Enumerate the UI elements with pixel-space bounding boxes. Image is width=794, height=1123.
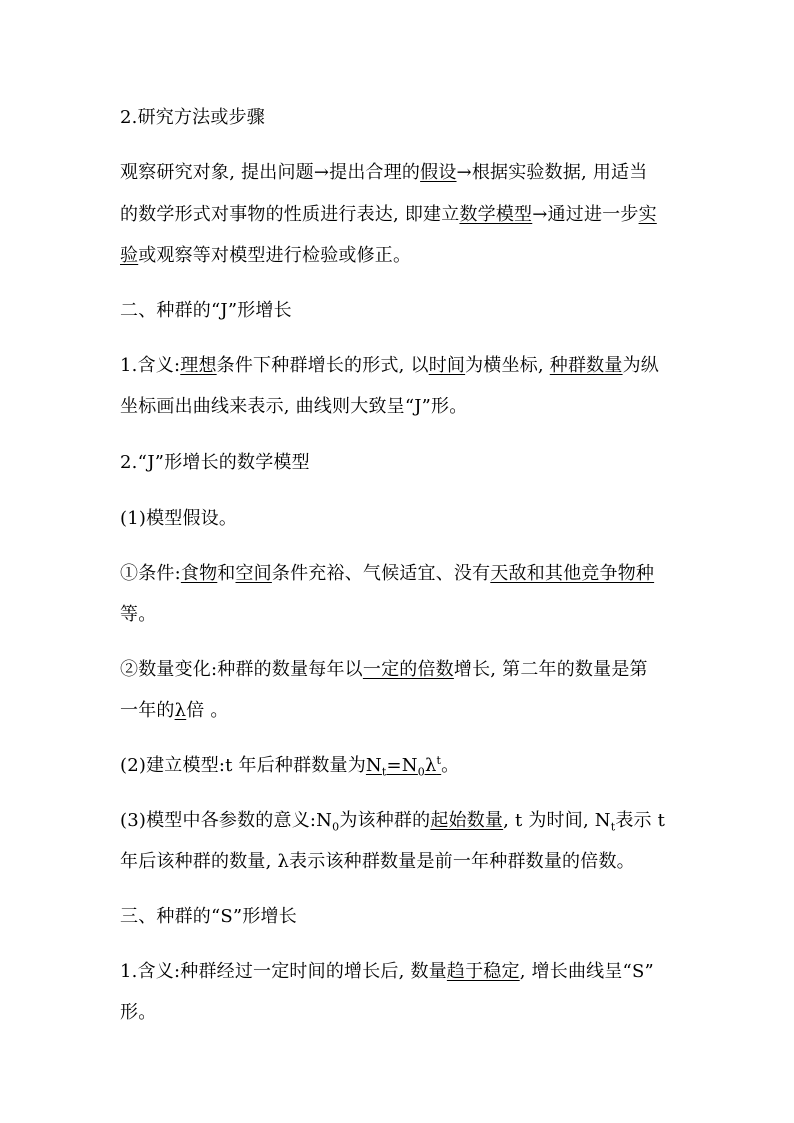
heading-s-growth: 三、种群的“S”形增长 xyxy=(120,906,297,927)
text-span: 一年的 xyxy=(120,700,175,721)
text-span: 和 xyxy=(217,563,236,584)
text-span: 1.含义:种群经过一定时间的增长后, 数量 xyxy=(120,961,447,982)
text-span: 1.含义: xyxy=(120,355,181,376)
text-span: 增长, 第二年的数量是第 xyxy=(453,659,648,680)
subscript: t xyxy=(610,820,616,834)
parameter-line-2: 年后该种群的数量, λ表示该种群数量是前一年种群数量的倍数。 xyxy=(120,851,635,872)
text-span: 为该种群的 xyxy=(339,810,431,831)
blank-answer: 实 xyxy=(638,204,657,225)
section-2-title: 2.研究方法或步骤 xyxy=(120,107,265,128)
formula-subscript-t: t xyxy=(381,765,387,779)
condition-line-1 xyxy=(120,562,654,586)
text-span: 或观察等对模型进行检验或修正。 xyxy=(138,245,412,266)
parameter-line-1 xyxy=(120,809,665,833)
text-span: 。 xyxy=(441,755,460,776)
text-span: 的数学形式对事物的性质进行表达, 即建立 xyxy=(120,204,460,225)
text-span: →根据实验数据, 用适当 xyxy=(456,162,648,183)
heading-j-growth: 二、种群的“J”形增长 xyxy=(120,300,292,321)
blank-answer: 数学模型 xyxy=(459,204,533,225)
text-span: 条件下种群增长的形式, 以 xyxy=(216,355,429,376)
text-span: 为纵 xyxy=(622,355,659,376)
blank-answer: 假设 xyxy=(420,162,457,183)
assumption-title: (1)模型假设。 xyxy=(120,508,238,529)
blank-answer: 空间 xyxy=(235,563,272,584)
blank-answer: 食物 xyxy=(180,563,218,584)
formula-lambda: λ xyxy=(424,755,437,776)
formula-n: N xyxy=(365,755,382,776)
text-span: 为横坐标, xyxy=(465,355,550,376)
blank-answer: 验 xyxy=(120,245,139,266)
blank-answer: 理想 xyxy=(180,355,217,376)
formula-subscript-0: 0 xyxy=(417,765,425,779)
subscript: 0 xyxy=(332,820,340,834)
condition-line-2: 等。 xyxy=(120,604,157,625)
s-definition-line-1 xyxy=(120,960,654,984)
text-span: 条件充裕、气候适宜、没有 xyxy=(271,563,491,584)
method-line-1 xyxy=(120,161,647,185)
text-span: →通过进一步 xyxy=(532,204,639,225)
text-span: (3)模型中各参数的意义:N xyxy=(120,810,333,831)
definition-line-1 xyxy=(120,354,659,378)
text-span: , 增长曲线呈“S” xyxy=(519,961,654,982)
method-line-3 xyxy=(120,244,411,268)
formula-equals: =N xyxy=(386,755,418,776)
text-span: (2)建立模型:t 年后种群数量为 xyxy=(120,755,366,776)
blank-answer: 种群数量 xyxy=(549,355,623,376)
text-span: 倍 。 xyxy=(186,700,229,721)
model-formula-line xyxy=(120,754,459,778)
blank-answer: λ xyxy=(174,700,187,721)
blank-answer: 天敌和其他竞争物种 xyxy=(490,563,655,584)
text-span: ①条件: xyxy=(120,563,181,584)
text-span: 表示 t xyxy=(615,810,666,831)
s-definition-line-2: 形。 xyxy=(120,1002,157,1023)
text-span: 观察研究对象, 提出问题→提出合理的 xyxy=(120,162,421,183)
model-title: 2.“J”形增长的数学模型 xyxy=(120,452,310,473)
definition-line-2: 坐标画出曲线来表示, 曲线则大致呈“J”形。 xyxy=(120,396,468,417)
blank-answer: 起始数量 xyxy=(430,810,504,831)
change-line-1 xyxy=(120,658,648,682)
text-span: , t 为时间, N xyxy=(503,810,611,831)
blank-answer: 一定的倍数 xyxy=(362,659,454,680)
blank-answer: 趋于稳定 xyxy=(446,961,520,982)
text-span: ②数量变化:种群的数量每年以 xyxy=(120,659,363,680)
formula-answer xyxy=(365,754,442,779)
method-line-2 xyxy=(120,203,657,227)
blank-answer: 时间 xyxy=(428,355,466,376)
formula-superscript-t: t xyxy=(436,754,442,767)
change-line-2 xyxy=(120,699,229,723)
